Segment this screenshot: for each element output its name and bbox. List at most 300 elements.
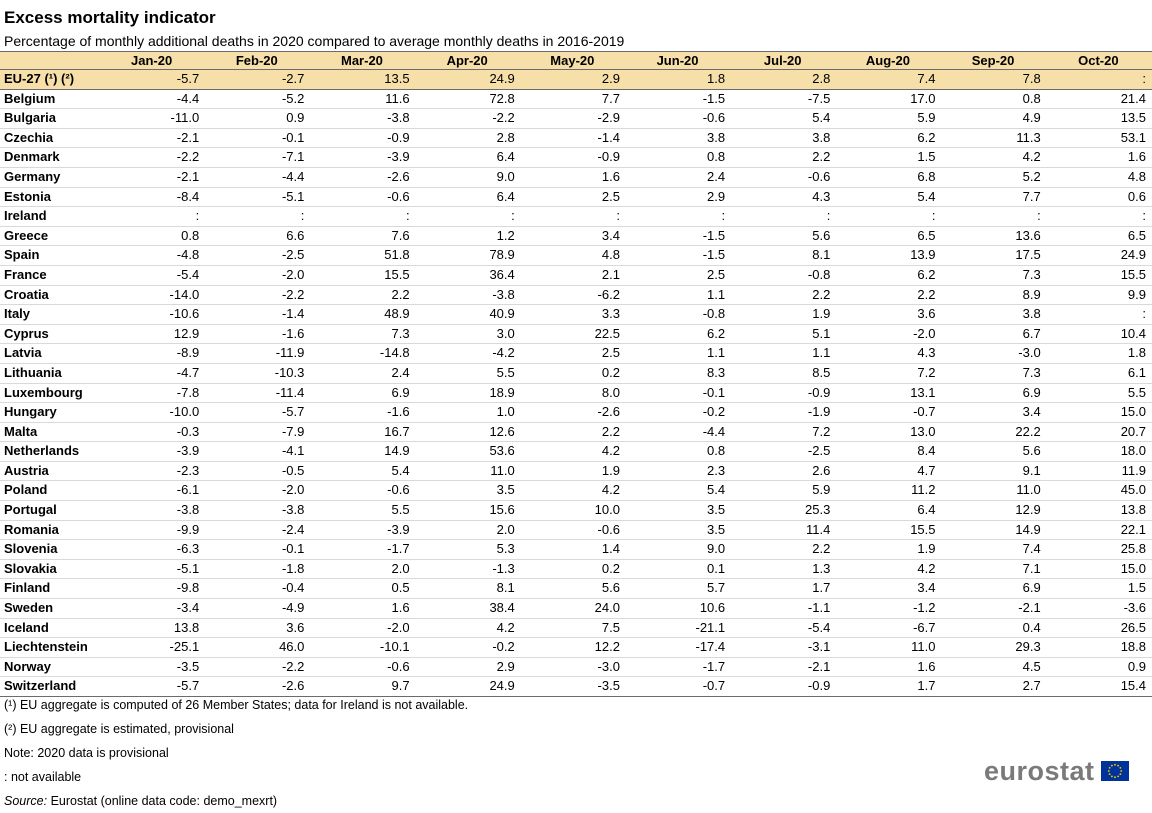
value-cell: 2.4	[626, 167, 731, 187]
value-cell: -0.6	[731, 167, 836, 187]
value-cell: -2.2	[100, 148, 205, 168]
value-cell: -2.1	[100, 167, 205, 187]
value-cell: 8.4	[836, 442, 941, 462]
table-row	[0, 363, 1152, 383]
value-cell: -9.8	[100, 579, 205, 599]
value-cell: 13.0	[836, 422, 941, 442]
value-cell: 51.8	[310, 246, 415, 266]
value-cell: -7.8	[100, 383, 205, 403]
value-cell: 7.4	[836, 70, 941, 90]
eu-flag-star	[1119, 767, 1121, 769]
value-cell: 5.4	[731, 109, 836, 129]
eurostat-logo	[984, 756, 1129, 786]
value-cell: -0.8	[731, 265, 836, 285]
value-cell: 22.1	[1047, 520, 1152, 540]
value-cell: -2.0	[205, 265, 310, 285]
country-label: Ireland	[0, 207, 100, 227]
country-label: Greece	[0, 226, 100, 246]
value-cell: 2.3	[626, 461, 731, 481]
country-label: Latvia	[0, 344, 100, 364]
value-cell: 2.1	[521, 265, 626, 285]
value-cell: -1.7	[310, 540, 415, 560]
value-cell: -2.9	[521, 109, 626, 129]
value-cell: 15.0	[1047, 559, 1152, 579]
value-cell: 8.1	[416, 579, 521, 599]
country-label: Hungary	[0, 403, 100, 423]
value-cell: 5.6	[521, 579, 626, 599]
value-cell: 0.1	[626, 559, 731, 579]
value-cell: -0.5	[205, 461, 310, 481]
value-cell: 2.4	[310, 363, 415, 383]
value-cell: 7.2	[731, 422, 836, 442]
value-cell: 24.0	[521, 599, 626, 619]
country-label: Romania	[0, 520, 100, 540]
value-cell: 22.2	[942, 422, 1047, 442]
eurostat-logo-text: eurostat	[984, 756, 1095, 786]
value-cell: 0.4	[942, 618, 1047, 638]
country-label: Sweden	[0, 599, 100, 619]
column-header: May-20	[521, 52, 626, 70]
value-cell: 11.2	[836, 481, 941, 501]
value-cell: 2.6	[731, 461, 836, 481]
value-cell: 18.8	[1047, 638, 1152, 658]
value-cell: -2.3	[100, 461, 205, 481]
value-cell: -10.0	[100, 403, 205, 423]
value-cell: 12.9	[942, 501, 1047, 521]
value-cell: -0.6	[626, 109, 731, 129]
value-cell: 0.8	[626, 442, 731, 462]
country-label: Netherlands	[0, 442, 100, 462]
value-cell: 9.7	[310, 677, 415, 697]
value-cell: -3.8	[205, 501, 310, 521]
table-row	[0, 187, 1152, 207]
value-cell: 3.4	[521, 226, 626, 246]
value-cell: 2.0	[310, 559, 415, 579]
value-cell: 24.9	[1047, 246, 1152, 266]
value-cell: -3.6	[1047, 599, 1152, 619]
value-cell: -3.0	[521, 657, 626, 677]
country-label: Finland	[0, 579, 100, 599]
value-cell: -10.3	[205, 363, 310, 383]
source-line	[4, 789, 468, 813]
value-cell: 1.6	[1047, 148, 1152, 168]
value-cell: 0.8	[626, 148, 731, 168]
value-cell: -1.4	[521, 128, 626, 148]
value-cell: 1.7	[731, 579, 836, 599]
value-cell: 12.2	[521, 638, 626, 658]
value-cell: -2.0	[836, 324, 941, 344]
value-cell: 3.0	[416, 324, 521, 344]
value-cell: -3.0	[942, 344, 1047, 364]
eu-flag-star	[1117, 765, 1119, 767]
value-cell: 15.5	[1047, 265, 1152, 285]
value-cell: 3.8	[626, 128, 731, 148]
value-cell: -2.5	[731, 442, 836, 462]
value-cell: 1.2	[416, 226, 521, 246]
value-cell: -0.6	[310, 657, 415, 677]
column-header: Sep-20	[942, 52, 1047, 70]
value-cell: 2.9	[521, 70, 626, 90]
value-cell: 5.1	[731, 324, 836, 344]
country-label: Bulgaria	[0, 109, 100, 129]
value-cell: -1.4	[205, 305, 310, 325]
value-cell: 38.4	[416, 599, 521, 619]
value-cell: 40.9	[416, 305, 521, 325]
value-cell: 17.0	[836, 89, 941, 109]
value-cell: 1.1	[626, 344, 731, 364]
value-cell: 4.2	[521, 442, 626, 462]
country-label: Lithuania	[0, 363, 100, 383]
value-cell: -1.2	[836, 599, 941, 619]
value-cell: -1.5	[626, 226, 731, 246]
value-cell: -1.1	[731, 599, 836, 619]
table-row	[0, 305, 1152, 325]
value-cell: 1.9	[731, 305, 836, 325]
value-cell: 2.5	[521, 187, 626, 207]
value-cell: -4.4	[626, 422, 731, 442]
value-cell: 11.0	[416, 461, 521, 481]
value-cell: 3.4	[836, 579, 941, 599]
value-cell: 7.3	[942, 363, 1047, 383]
value-cell: 24.9	[416, 70, 521, 90]
country-label: EU-27 (¹) (²)	[0, 70, 100, 90]
value-cell: 6.4	[836, 501, 941, 521]
value-cell: -10.1	[310, 638, 415, 658]
value-cell: :	[521, 207, 626, 227]
value-cell: -6.7	[836, 618, 941, 638]
table-body	[0, 70, 1152, 697]
table-row	[0, 501, 1152, 521]
value-cell: 36.4	[416, 265, 521, 285]
value-cell: -2.2	[205, 657, 310, 677]
value-cell: -4.9	[205, 599, 310, 619]
table-header-row	[0, 52, 1152, 70]
value-cell: :	[1047, 70, 1152, 90]
value-cell: 15.5	[310, 265, 415, 285]
value-cell: 0.8	[100, 226, 205, 246]
value-cell: 4.2	[416, 618, 521, 638]
table-row	[0, 324, 1152, 344]
chart-subtitle: Percentage of monthly additional deaths in 2020 compared to average monthly deaths in 2016-2019	[4, 33, 625, 49]
value-cell: 14.9	[310, 442, 415, 462]
value-cell: 1.7	[836, 677, 941, 697]
value-cell: 4.2	[521, 481, 626, 501]
table-row	[0, 207, 1152, 227]
value-cell: 5.4	[836, 187, 941, 207]
value-cell: 0.9	[205, 109, 310, 129]
value-cell: -5.2	[205, 89, 310, 109]
value-cell: 7.6	[310, 226, 415, 246]
value-cell: -7.1	[205, 148, 310, 168]
value-cell: 7.4	[942, 540, 1047, 560]
column-header: Oct-20	[1047, 52, 1152, 70]
value-cell: -0.7	[836, 403, 941, 423]
value-cell: 1.9	[836, 540, 941, 560]
value-cell: :	[100, 207, 205, 227]
column-header: Jan-20	[100, 52, 205, 70]
value-cell: 26.5	[1047, 618, 1152, 638]
value-cell: 18.0	[1047, 442, 1152, 462]
value-cell: 4.9	[942, 109, 1047, 129]
country-label: Iceland	[0, 618, 100, 638]
value-cell: -0.3	[100, 422, 205, 442]
value-cell: 7.1	[942, 559, 1047, 579]
value-cell: -5.7	[100, 677, 205, 697]
value-cell: 3.6	[205, 618, 310, 638]
value-cell: 13.8	[1047, 501, 1152, 521]
eu-flag-star	[1111, 775, 1113, 777]
value-cell: 7.7	[521, 89, 626, 109]
value-cell: 2.5	[521, 344, 626, 364]
value-cell: -4.4	[100, 89, 205, 109]
value-cell: 13.5	[310, 70, 415, 90]
footnote-1: (¹) EU aggregate is computed of 26 Member States; data for Ireland is not available.	[4, 698, 469, 712]
value-cell: -1.8	[205, 559, 310, 579]
value-cell: 3.5	[626, 520, 731, 540]
value-cell: 6.9	[942, 383, 1047, 403]
value-cell: -2.6	[205, 677, 310, 697]
value-cell: -2.7	[205, 70, 310, 90]
eu-flag-star	[1119, 773, 1121, 775]
value-cell: -3.5	[521, 677, 626, 697]
table-row	[0, 559, 1152, 579]
table-row	[0, 657, 1152, 677]
value-cell: :	[416, 207, 521, 227]
value-cell: 15.5	[836, 520, 941, 540]
eu-flag-star	[1108, 767, 1110, 769]
country-label: Norway	[0, 657, 100, 677]
value-cell: -3.1	[731, 638, 836, 658]
value-cell: 2.2	[731, 285, 836, 305]
country-label: Cyprus	[0, 324, 100, 344]
country-label: Estonia	[0, 187, 100, 207]
value-cell: 8.1	[731, 246, 836, 266]
value-cell: 3.8	[731, 128, 836, 148]
eu-flag-star	[1114, 764, 1116, 766]
column-header: Aug-20	[836, 52, 941, 70]
value-cell: -2.1	[942, 599, 1047, 619]
value-cell: 1.8	[626, 70, 731, 90]
value-cell: -2.6	[521, 403, 626, 423]
value-cell: 9.9	[1047, 285, 1152, 305]
value-cell: -0.4	[205, 579, 310, 599]
value-cell: 48.9	[310, 305, 415, 325]
value-cell: 6.6	[205, 226, 310, 246]
eu-flag-star	[1111, 765, 1113, 767]
value-cell: 5.6	[942, 442, 1047, 462]
value-cell: 11.0	[942, 481, 1047, 501]
value-cell: 5.3	[416, 540, 521, 560]
table-row	[0, 148, 1152, 168]
value-cell: -5.4	[731, 618, 836, 638]
value-cell: :	[1047, 207, 1152, 227]
value-cell: 7.3	[310, 324, 415, 344]
value-cell: :	[1047, 305, 1152, 325]
value-cell: -2.0	[205, 481, 310, 501]
value-cell: 1.4	[521, 540, 626, 560]
value-cell: 5.5	[1047, 383, 1152, 403]
value-cell: 6.4	[416, 187, 521, 207]
value-cell: 4.3	[731, 187, 836, 207]
table-row	[0, 599, 1152, 619]
table-row	[0, 285, 1152, 305]
value-cell: 9.0	[626, 540, 731, 560]
value-cell: 7.5	[521, 618, 626, 638]
value-cell: -1.5	[626, 89, 731, 109]
value-cell: 9.1	[942, 461, 1047, 481]
value-cell: 53.1	[1047, 128, 1152, 148]
value-cell: 4.5	[942, 657, 1047, 677]
table-row	[0, 461, 1152, 481]
value-cell: 2.2	[310, 285, 415, 305]
value-cell: 2.8	[731, 70, 836, 90]
value-cell: 1.9	[521, 461, 626, 481]
eu-flag-star	[1120, 770, 1122, 772]
value-cell: -2.0	[310, 618, 415, 638]
value-cell: 15.6	[416, 501, 521, 521]
value-cell: -11.9	[205, 344, 310, 364]
value-cell: -1.7	[626, 657, 731, 677]
value-cell: -21.1	[626, 618, 731, 638]
value-cell: 25.3	[731, 501, 836, 521]
value-cell: 11.3	[942, 128, 1047, 148]
table-row	[0, 618, 1152, 638]
value-cell: 9.0	[416, 167, 521, 187]
value-cell: 13.1	[836, 383, 941, 403]
value-cell: -1.6	[205, 324, 310, 344]
value-cell: 3.8	[942, 305, 1047, 325]
value-cell: 6.9	[942, 579, 1047, 599]
column-header: Jul-20	[731, 52, 836, 70]
table-row	[0, 540, 1152, 560]
value-cell: 1.0	[416, 403, 521, 423]
eu-flag-icon	[1101, 761, 1129, 781]
country-label: Denmark	[0, 148, 100, 168]
value-cell: -0.6	[310, 187, 415, 207]
value-cell: -1.9	[731, 403, 836, 423]
value-cell: 5.9	[731, 481, 836, 501]
eu-flag-star	[1117, 775, 1119, 777]
eu-flag-star	[1114, 776, 1116, 778]
value-cell: 6.2	[836, 265, 941, 285]
value-cell: -6.3	[100, 540, 205, 560]
country-label: Malta	[0, 422, 100, 442]
value-cell: -5.7	[100, 70, 205, 90]
country-label: Switzerland	[0, 677, 100, 697]
country-label: Slovakia	[0, 559, 100, 579]
value-cell: -0.2	[626, 403, 731, 423]
column-header: Apr-20	[416, 52, 521, 70]
value-cell: 46.0	[205, 638, 310, 658]
value-cell: -3.5	[100, 657, 205, 677]
value-cell: 8.3	[626, 363, 731, 383]
value-cell: 2.2	[521, 422, 626, 442]
value-cell: 13.6	[942, 226, 1047, 246]
footnote-2: (²) EU aggregate is estimated, provisional	[4, 722, 234, 736]
country-label: Luxembourg	[0, 383, 100, 403]
value-cell: 8.5	[731, 363, 836, 383]
source-label: Source:	[4, 794, 48, 808]
footnotes	[4, 693, 468, 813]
value-cell: 10.0	[521, 501, 626, 521]
table-row	[0, 442, 1152, 462]
value-cell: -4.7	[100, 363, 205, 383]
table-row	[0, 89, 1152, 109]
value-cell: -5.1	[100, 559, 205, 579]
value-cell: -2.1	[731, 657, 836, 677]
value-cell: 72.8	[416, 89, 521, 109]
value-cell: 8.0	[521, 383, 626, 403]
value-cell: -3.8	[100, 501, 205, 521]
value-cell: 21.4	[1047, 89, 1152, 109]
value-cell: -14.8	[310, 344, 415, 364]
value-cell: -2.6	[310, 167, 415, 187]
value-cell: 2.5	[626, 265, 731, 285]
value-cell: :	[836, 207, 941, 227]
value-cell: 0.9	[1047, 657, 1152, 677]
country-label: Croatia	[0, 285, 100, 305]
value-cell: 3.4	[942, 403, 1047, 423]
value-cell: 45.0	[1047, 481, 1152, 501]
value-cell: 7.3	[942, 265, 1047, 285]
chart-title: Excess mortality indicator	[4, 8, 216, 27]
value-cell: 5.5	[310, 501, 415, 521]
value-cell: -0.9	[310, 128, 415, 148]
header-corner-cell	[0, 52, 100, 70]
value-cell: -4.4	[205, 167, 310, 187]
value-cell: 2.7	[942, 677, 1047, 697]
value-cell: -2.5	[205, 246, 310, 266]
value-cell: 15.0	[1047, 403, 1152, 423]
value-cell: -2.1	[100, 128, 205, 148]
table-row	[0, 638, 1152, 658]
value-cell: 5.4	[310, 461, 415, 481]
value-cell: 15.4	[1047, 677, 1152, 697]
table-row	[0, 403, 1152, 423]
table-row	[0, 109, 1152, 129]
country-label: Germany	[0, 167, 100, 187]
value-cell: 22.5	[521, 324, 626, 344]
value-cell: -11.4	[205, 383, 310, 403]
value-cell: -1.3	[416, 559, 521, 579]
value-cell: :	[942, 207, 1047, 227]
table-row	[0, 422, 1152, 442]
value-cell: 10.4	[1047, 324, 1152, 344]
table-row	[0, 520, 1152, 540]
value-cell: 25.8	[1047, 540, 1152, 560]
value-cell: -6.2	[521, 285, 626, 305]
value-cell: 4.3	[836, 344, 941, 364]
value-cell: 4.2	[836, 559, 941, 579]
value-cell: 5.9	[836, 109, 941, 129]
table-row	[0, 128, 1152, 148]
value-cell: -0.9	[731, 383, 836, 403]
value-cell: 2.2	[731, 540, 836, 560]
value-cell: 5.5	[416, 363, 521, 383]
table-row	[0, 579, 1152, 599]
value-cell: 7.7	[942, 187, 1047, 207]
country-label: Italy	[0, 305, 100, 325]
value-cell: 20.7	[1047, 422, 1152, 442]
value-cell: 6.5	[836, 226, 941, 246]
value-cell: 0.6	[1047, 187, 1152, 207]
country-label: Spain	[0, 246, 100, 266]
value-cell: 0.5	[310, 579, 415, 599]
value-cell: -0.1	[205, 540, 310, 560]
country-label: Czechia	[0, 128, 100, 148]
value-cell: 5.6	[731, 226, 836, 246]
value-cell: -10.6	[100, 305, 205, 325]
